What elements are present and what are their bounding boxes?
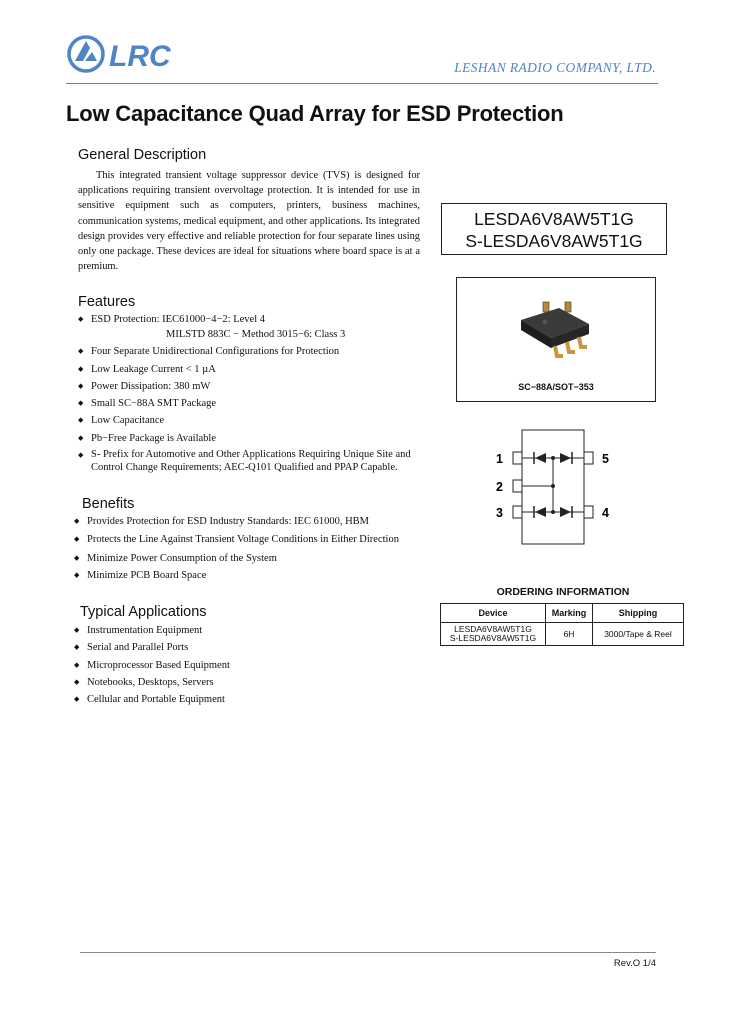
- list-item: ◆ Cellular and Portable Equipment: [74, 693, 414, 706]
- general-description-text: This integrated transient voltage suppressor device (TVS) is designed for applications requiring transient overvoltage protection. It is intended for use in sensitive equipment such as computers, printers, business machines, communication systems, medical equipment, and other applications. Its integrated design provides very effective and reliable protection for four separate lines using only one package. These devices are ideal for situations where board space is at a premium.: [78, 170, 420, 273]
- ordering-title: ORDERING INFORMATION: [496, 586, 630, 598]
- ordering-table: [440, 603, 684, 646]
- applications-list: [74, 624, 414, 710]
- revision-page: Rev.O 1/4: [613, 958, 656, 969]
- svg-text:1: 1: [496, 452, 503, 466]
- list-item: ◆ Low Leakage Current < 1 µA: [78, 363, 423, 376]
- list-item: ◆ S- Prefix for Automotive and Other Applications Requiring Unique Site and Control Change Requirements; AEC-Q101 Qualified and PPAP Capable.: [78, 449, 423, 474]
- table-row: [441, 623, 684, 646]
- pinout-schematic: [490, 428, 620, 546]
- table-header-row: [441, 604, 684, 623]
- column-header: Device: [441, 604, 546, 623]
- svg-text:4: 4: [602, 506, 609, 520]
- list-item: ◆ Minimize Power Consumption of the System: [74, 552, 414, 565]
- package-label: SC−88A/SOT−353: [518, 382, 594, 392]
- package-image: [515, 298, 599, 360]
- list-item: ◆ Four Separate Unidirectional Configurations for Protection: [78, 345, 423, 358]
- part-number: S-LESDA6V8AW5T1G: [465, 231, 643, 251]
- header-divider: [66, 83, 658, 84]
- list-item: ◆ Microprocessor Based Equipment: [74, 659, 414, 672]
- benefits-list: [74, 515, 414, 586]
- marking-cell: 6H: [546, 623, 593, 646]
- page-title: Low Capacitance Quad Array for ESD Protection: [66, 101, 564, 126]
- list-item: ◆ Notebooks, Desktops, Servers: [74, 676, 414, 689]
- list-item: ◆ Serial and Parallel Ports: [74, 641, 414, 654]
- svg-text:5: 5: [602, 452, 609, 466]
- column-header: Shipping: [593, 604, 684, 623]
- list-item: ◆ Small SC−88A SMT Package: [78, 397, 423, 410]
- list-item: ◆ Pb−Free Package is Available: [78, 432, 423, 445]
- part-number-box: [441, 203, 667, 255]
- benefits-heading: Benefits: [82, 496, 135, 512]
- svg-text:2: 2: [496, 480, 503, 494]
- package-box: [456, 277, 656, 402]
- list-item: ◆ Provides Protection for ESD Industry Standards: IEC 61000, HBM: [74, 515, 414, 528]
- list-item: ◆ Protects the Line Against Transient Voltage Conditions in Either Direction: [74, 532, 414, 547]
- device-cell: LESDA6V8AW5T1G S-LESDA6V8AW5T1G: [441, 623, 546, 646]
- list-item: ◆ Minimize PCB Board Space: [74, 569, 414, 582]
- lrc-logo: [66, 32, 191, 76]
- list-item: ◆ Low Capacitance: [78, 414, 423, 427]
- list-item: MILSTD 883C − Method 3015−6: Class 3: [166, 329, 346, 340]
- column-header: Marking: [546, 604, 593, 623]
- features-heading: Features: [78, 294, 136, 310]
- typical-applications-heading: Typical Applications: [80, 604, 207, 620]
- part-number: LESDA6V8AW5T1G: [474, 209, 634, 229]
- list-item: ◆ Power Dissipation: 380 mW: [78, 380, 423, 393]
- shipping-cell: 3000/Tape & Reel: [593, 623, 684, 646]
- list-item: ◆ ESD Protection: IEC61000−4−2: Level 4: [78, 313, 423, 326]
- general-description-heading: General Description: [78, 147, 207, 163]
- footer-divider: [80, 952, 656, 953]
- company-name: LESHAN RADIO COMPANY, LTD.: [454, 60, 656, 75]
- svg-text:LRC: LRC: [109, 40, 171, 73]
- svg-text:3: 3: [496, 506, 503, 520]
- features-list: [78, 313, 423, 478]
- list-item: ◆ Instrumentation Equipment: [74, 624, 414, 637]
